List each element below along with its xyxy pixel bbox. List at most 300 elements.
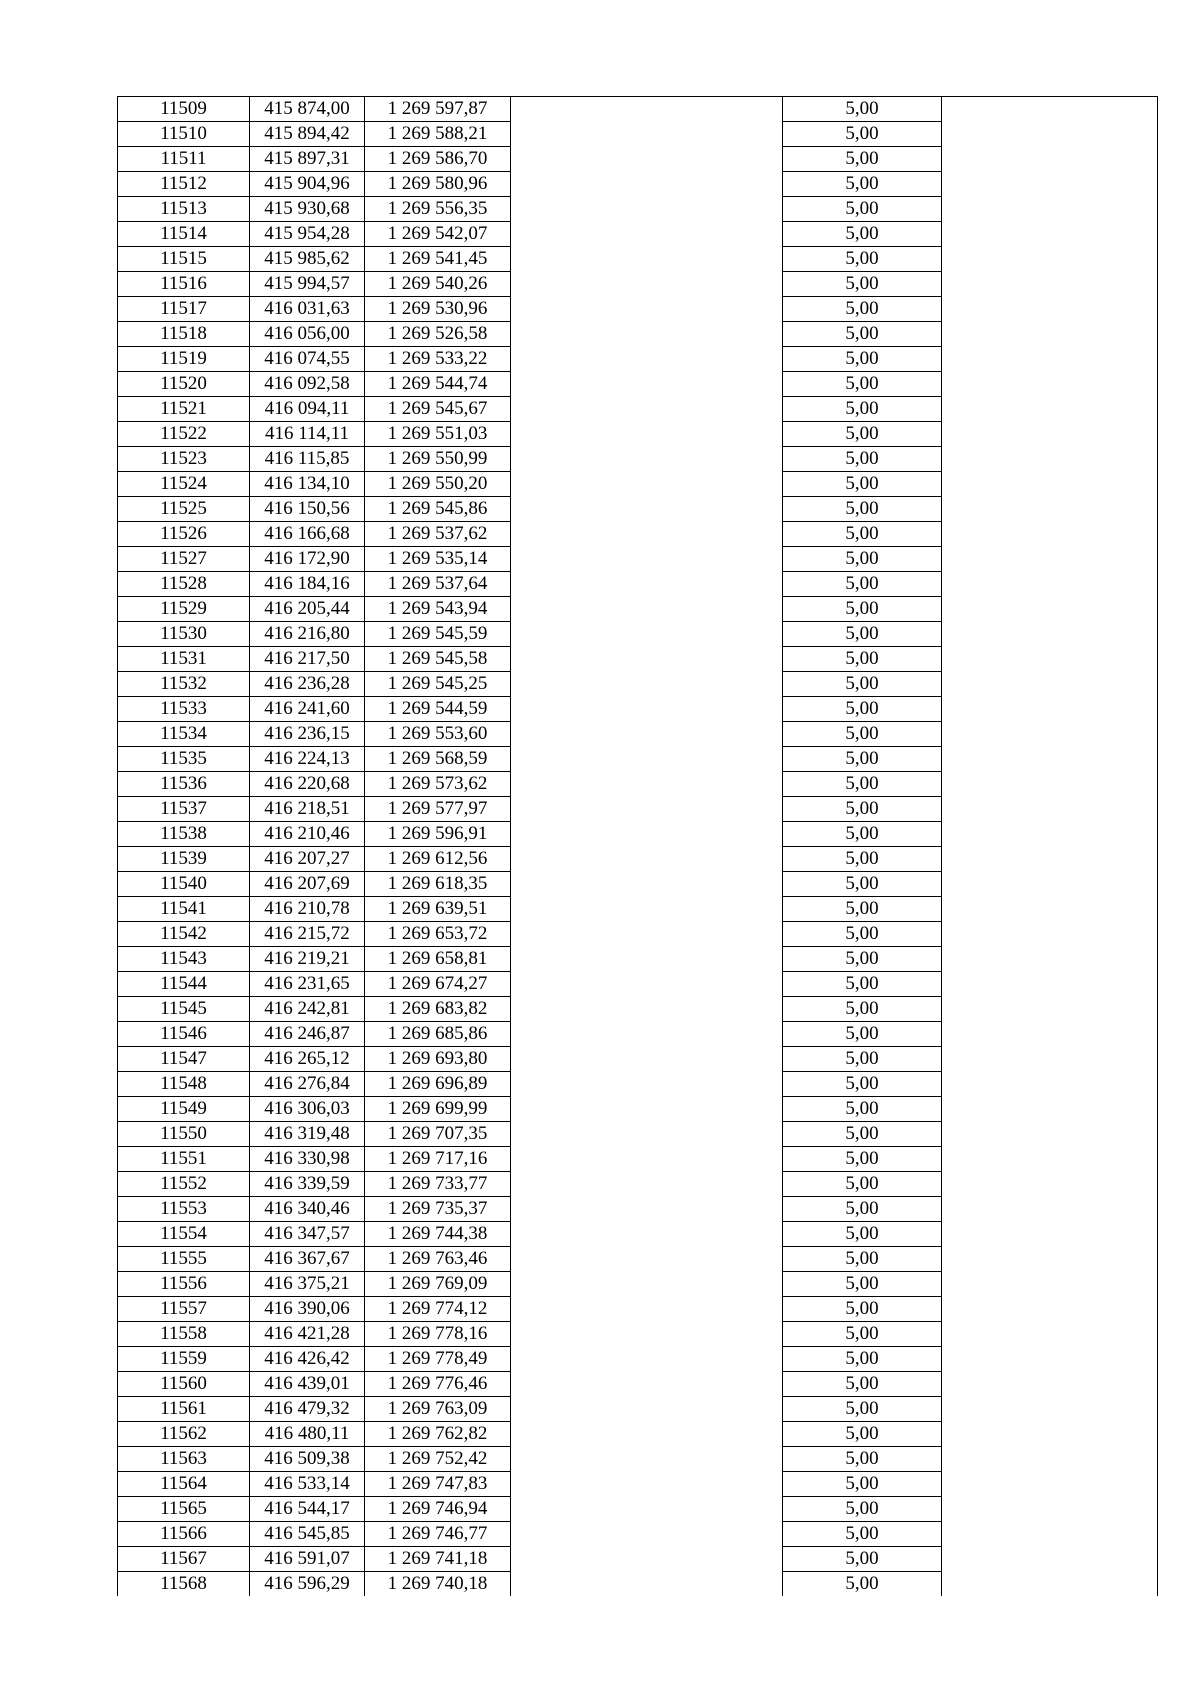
empty-cell bbox=[511, 297, 783, 322]
x-coordinate-cell: 416 205,44 bbox=[250, 597, 365, 622]
notes-cell bbox=[942, 722, 1158, 747]
empty-cell bbox=[511, 1322, 783, 1347]
value-cell: 5,00 bbox=[783, 1272, 942, 1297]
point-number-cell: 11538 bbox=[118, 822, 250, 847]
table-row bbox=[118, 322, 1158, 347]
value-cell: 5,00 bbox=[783, 1572, 942, 1597]
x-coordinate-cell: 416 115,85 bbox=[250, 447, 365, 472]
point-number-cell: 11546 bbox=[118, 1022, 250, 1047]
notes-cell bbox=[942, 1022, 1158, 1047]
table-row bbox=[118, 497, 1158, 522]
value-cell: 5,00 bbox=[783, 1022, 942, 1047]
value-cell: 5,00 bbox=[783, 372, 942, 397]
value-cell: 5,00 bbox=[783, 697, 942, 722]
y-coordinate-cell: 1 269 553,60 bbox=[365, 722, 511, 747]
point-number-cell: 11564 bbox=[118, 1472, 250, 1497]
value-cell: 5,00 bbox=[783, 172, 942, 197]
y-coordinate-cell: 1 269 762,82 bbox=[365, 1422, 511, 1447]
value-cell: 5,00 bbox=[783, 1347, 942, 1372]
table-row bbox=[118, 797, 1158, 822]
value-cell: 5,00 bbox=[783, 447, 942, 472]
y-coordinate-cell: 1 269 741,18 bbox=[365, 1547, 511, 1572]
coordinates-table bbox=[117, 96, 1158, 1596]
table-row bbox=[118, 347, 1158, 372]
notes-cell bbox=[942, 497, 1158, 522]
point-number-cell: 11536 bbox=[118, 772, 250, 797]
point-number-cell: 11563 bbox=[118, 1447, 250, 1472]
empty-cell bbox=[511, 422, 783, 447]
value-cell: 5,00 bbox=[783, 1497, 942, 1522]
value-cell: 5,00 bbox=[783, 647, 942, 672]
empty-cell bbox=[511, 222, 783, 247]
table-row bbox=[118, 1122, 1158, 1147]
y-coordinate-cell: 1 269 550,99 bbox=[365, 447, 511, 472]
x-coordinate-cell: 416 216,80 bbox=[250, 622, 365, 647]
notes-cell bbox=[942, 1347, 1158, 1372]
empty-cell bbox=[511, 772, 783, 797]
notes-cell bbox=[942, 1297, 1158, 1322]
empty-cell bbox=[511, 672, 783, 697]
y-coordinate-cell: 1 269 533,22 bbox=[365, 347, 511, 372]
x-coordinate-cell: 416 276,84 bbox=[250, 1072, 365, 1097]
value-cell: 5,00 bbox=[783, 147, 942, 172]
table-row bbox=[118, 147, 1158, 172]
y-coordinate-cell: 1 269 544,59 bbox=[365, 697, 511, 722]
notes-cell bbox=[942, 1272, 1158, 1297]
notes-cell bbox=[942, 572, 1158, 597]
x-coordinate-cell: 416 246,87 bbox=[250, 1022, 365, 1047]
table-row bbox=[118, 872, 1158, 897]
x-coordinate-cell: 416 092,58 bbox=[250, 372, 365, 397]
table-row bbox=[118, 1322, 1158, 1347]
y-coordinate-cell: 1 269 696,89 bbox=[365, 1072, 511, 1097]
point-number-cell: 11541 bbox=[118, 897, 250, 922]
empty-cell bbox=[511, 1422, 783, 1447]
notes-cell bbox=[942, 1122, 1158, 1147]
value-cell: 5,00 bbox=[783, 497, 942, 522]
x-coordinate-cell: 416 330,98 bbox=[250, 1147, 365, 1172]
y-coordinate-cell: 1 269 588,21 bbox=[365, 122, 511, 147]
empty-cell bbox=[511, 1097, 783, 1122]
notes-cell bbox=[942, 597, 1158, 622]
table-row bbox=[118, 447, 1158, 472]
x-coordinate-cell: 416 166,68 bbox=[250, 522, 365, 547]
y-coordinate-cell: 1 269 774,12 bbox=[365, 1297, 511, 1322]
y-coordinate-cell: 1 269 541,45 bbox=[365, 247, 511, 272]
y-coordinate-cell: 1 269 746,94 bbox=[365, 1497, 511, 1522]
value-cell: 5,00 bbox=[783, 797, 942, 822]
notes-cell bbox=[942, 97, 1158, 122]
empty-cell bbox=[511, 622, 783, 647]
notes-cell bbox=[942, 922, 1158, 947]
table-row bbox=[118, 647, 1158, 672]
empty-cell bbox=[511, 597, 783, 622]
table-row bbox=[118, 1397, 1158, 1422]
x-coordinate-cell: 416 545,85 bbox=[250, 1522, 365, 1547]
x-coordinate-cell: 416 056,00 bbox=[250, 322, 365, 347]
value-cell: 5,00 bbox=[783, 972, 942, 997]
point-number-cell: 11561 bbox=[118, 1397, 250, 1422]
table-row bbox=[118, 1447, 1158, 1472]
y-coordinate-cell: 1 269 747,83 bbox=[365, 1472, 511, 1497]
empty-cell bbox=[511, 722, 783, 747]
table-row bbox=[118, 772, 1158, 797]
notes-cell bbox=[942, 297, 1158, 322]
value-cell: 5,00 bbox=[783, 397, 942, 422]
x-coordinate-cell: 415 954,28 bbox=[250, 222, 365, 247]
table-row bbox=[118, 1372, 1158, 1397]
y-coordinate-cell: 1 269 545,58 bbox=[365, 647, 511, 672]
value-cell: 5,00 bbox=[783, 722, 942, 747]
point-number-cell: 11532 bbox=[118, 672, 250, 697]
value-cell: 5,00 bbox=[783, 1222, 942, 1247]
notes-cell bbox=[942, 422, 1158, 447]
value-cell: 5,00 bbox=[783, 1147, 942, 1172]
notes-cell bbox=[942, 1247, 1158, 1272]
notes-cell bbox=[942, 172, 1158, 197]
x-coordinate-cell: 415 930,68 bbox=[250, 197, 365, 222]
empty-cell bbox=[511, 247, 783, 272]
point-number-cell: 11551 bbox=[118, 1147, 250, 1172]
table-row bbox=[118, 372, 1158, 397]
notes-cell bbox=[942, 1172, 1158, 1197]
point-number-cell: 11509 bbox=[118, 97, 250, 122]
coordinates-table-body bbox=[118, 97, 1158, 1597]
y-coordinate-cell: 1 269 551,03 bbox=[365, 422, 511, 447]
y-coordinate-cell: 1 269 586,70 bbox=[365, 147, 511, 172]
x-coordinate-cell: 416 172,90 bbox=[250, 547, 365, 572]
empty-cell bbox=[511, 1022, 783, 1047]
empty-cell bbox=[511, 497, 783, 522]
y-coordinate-cell: 1 269 577,97 bbox=[365, 797, 511, 822]
empty-cell bbox=[511, 1247, 783, 1272]
empty-cell bbox=[511, 147, 783, 172]
empty-cell bbox=[511, 1147, 783, 1172]
y-coordinate-cell: 1 269 744,38 bbox=[365, 1222, 511, 1247]
empty-cell bbox=[511, 1372, 783, 1397]
point-number-cell: 11555 bbox=[118, 1247, 250, 1272]
x-coordinate-cell: 416 439,01 bbox=[250, 1372, 365, 1397]
y-coordinate-cell: 1 269 537,62 bbox=[365, 522, 511, 547]
table-row bbox=[118, 172, 1158, 197]
value-cell: 5,00 bbox=[783, 572, 942, 597]
x-coordinate-cell: 416 509,38 bbox=[250, 1447, 365, 1472]
value-cell: 5,00 bbox=[783, 872, 942, 897]
notes-cell bbox=[942, 272, 1158, 297]
x-coordinate-cell: 416 426,42 bbox=[250, 1347, 365, 1372]
x-coordinate-cell: 416 031,63 bbox=[250, 297, 365, 322]
table-row bbox=[118, 1347, 1158, 1372]
x-coordinate-cell: 416 533,14 bbox=[250, 1472, 365, 1497]
point-number-cell: 11560 bbox=[118, 1372, 250, 1397]
value-cell: 5,00 bbox=[783, 247, 942, 272]
notes-cell bbox=[942, 1472, 1158, 1497]
point-number-cell: 11527 bbox=[118, 547, 250, 572]
y-coordinate-cell: 1 269 685,86 bbox=[365, 1022, 511, 1047]
x-coordinate-cell: 415 904,96 bbox=[250, 172, 365, 197]
y-coordinate-cell: 1 269 545,67 bbox=[365, 397, 511, 422]
y-coordinate-cell: 1 269 740,18 bbox=[365, 1572, 511, 1597]
value-cell: 5,00 bbox=[783, 122, 942, 147]
value-cell: 5,00 bbox=[783, 1122, 942, 1147]
value-cell: 5,00 bbox=[783, 897, 942, 922]
x-coordinate-cell: 416 094,11 bbox=[250, 397, 365, 422]
empty-cell bbox=[511, 447, 783, 472]
y-coordinate-cell: 1 269 763,09 bbox=[365, 1397, 511, 1422]
point-number-cell: 11567 bbox=[118, 1547, 250, 1572]
x-coordinate-cell: 416 236,15 bbox=[250, 722, 365, 747]
empty-cell bbox=[511, 1172, 783, 1197]
x-coordinate-cell: 416 134,10 bbox=[250, 472, 365, 497]
x-coordinate-cell: 415 994,57 bbox=[250, 272, 365, 297]
value-cell: 5,00 bbox=[783, 1372, 942, 1397]
empty-cell bbox=[511, 1347, 783, 1372]
y-coordinate-cell: 1 269 543,94 bbox=[365, 597, 511, 622]
table-row bbox=[118, 247, 1158, 272]
point-number-cell: 11558 bbox=[118, 1322, 250, 1347]
y-coordinate-cell: 1 269 733,77 bbox=[365, 1172, 511, 1197]
x-coordinate-cell: 416 367,67 bbox=[250, 1247, 365, 1272]
y-coordinate-cell: 1 269 530,96 bbox=[365, 297, 511, 322]
x-coordinate-cell: 416 544,17 bbox=[250, 1497, 365, 1522]
point-number-cell: 11529 bbox=[118, 597, 250, 622]
notes-cell bbox=[942, 997, 1158, 1022]
table-row bbox=[118, 197, 1158, 222]
table-row bbox=[118, 697, 1158, 722]
point-number-cell: 11565 bbox=[118, 1497, 250, 1522]
notes-cell bbox=[942, 147, 1158, 172]
table-row bbox=[118, 922, 1158, 947]
x-coordinate-cell: 416 074,55 bbox=[250, 347, 365, 372]
x-coordinate-cell: 415 894,42 bbox=[250, 122, 365, 147]
x-coordinate-cell: 416 265,12 bbox=[250, 1047, 365, 1072]
point-number-cell: 11514 bbox=[118, 222, 250, 247]
y-coordinate-cell: 1 269 618,35 bbox=[365, 872, 511, 897]
point-number-cell: 11542 bbox=[118, 922, 250, 947]
point-number-cell: 11533 bbox=[118, 697, 250, 722]
y-coordinate-cell: 1 269 735,37 bbox=[365, 1197, 511, 1222]
value-cell: 5,00 bbox=[783, 847, 942, 872]
y-coordinate-cell: 1 269 580,96 bbox=[365, 172, 511, 197]
y-coordinate-cell: 1 269 699,99 bbox=[365, 1097, 511, 1122]
value-cell: 5,00 bbox=[783, 922, 942, 947]
notes-cell bbox=[942, 1422, 1158, 1447]
notes-cell bbox=[942, 372, 1158, 397]
notes-cell bbox=[942, 247, 1158, 272]
x-coordinate-cell: 416 224,13 bbox=[250, 747, 365, 772]
notes-cell bbox=[942, 747, 1158, 772]
value-cell: 5,00 bbox=[783, 1422, 942, 1447]
value-cell: 5,00 bbox=[783, 472, 942, 497]
value-cell: 5,00 bbox=[783, 272, 942, 297]
x-coordinate-cell: 416 184,16 bbox=[250, 572, 365, 597]
point-number-cell: 11537 bbox=[118, 797, 250, 822]
value-cell: 5,00 bbox=[783, 622, 942, 647]
point-number-cell: 11535 bbox=[118, 747, 250, 772]
y-coordinate-cell: 1 269 612,56 bbox=[365, 847, 511, 872]
table-row bbox=[118, 472, 1158, 497]
table-row bbox=[118, 1297, 1158, 1322]
point-number-cell: 11553 bbox=[118, 1197, 250, 1222]
value-cell: 5,00 bbox=[783, 1322, 942, 1347]
table-row bbox=[118, 997, 1158, 1022]
y-coordinate-cell: 1 269 683,82 bbox=[365, 997, 511, 1022]
notes-cell bbox=[942, 872, 1158, 897]
table-row bbox=[118, 572, 1158, 597]
empty-cell bbox=[511, 372, 783, 397]
empty-cell bbox=[511, 472, 783, 497]
point-number-cell: 11515 bbox=[118, 247, 250, 272]
empty-cell bbox=[511, 1497, 783, 1522]
x-coordinate-cell: 416 390,06 bbox=[250, 1297, 365, 1322]
y-coordinate-cell: 1 269 763,46 bbox=[365, 1247, 511, 1272]
empty-cell bbox=[511, 872, 783, 897]
value-cell: 5,00 bbox=[783, 1547, 942, 1572]
point-number-cell: 11550 bbox=[118, 1122, 250, 1147]
y-coordinate-cell: 1 269 537,64 bbox=[365, 572, 511, 597]
table-row bbox=[118, 822, 1158, 847]
y-coordinate-cell: 1 269 752,42 bbox=[365, 1447, 511, 1472]
x-coordinate-cell: 416 218,51 bbox=[250, 797, 365, 822]
empty-cell bbox=[511, 1272, 783, 1297]
value-cell: 5,00 bbox=[783, 597, 942, 622]
x-coordinate-cell: 416 596,29 bbox=[250, 1572, 365, 1597]
table-row bbox=[118, 1497, 1158, 1522]
point-number-cell: 11554 bbox=[118, 1222, 250, 1247]
y-coordinate-cell: 1 269 542,07 bbox=[365, 222, 511, 247]
y-coordinate-cell: 1 269 535,14 bbox=[365, 547, 511, 572]
point-number-cell: 11518 bbox=[118, 322, 250, 347]
table-row bbox=[118, 847, 1158, 872]
table-row bbox=[118, 622, 1158, 647]
notes-cell bbox=[942, 972, 1158, 997]
value-cell: 5,00 bbox=[783, 997, 942, 1022]
notes-cell bbox=[942, 522, 1158, 547]
x-coordinate-cell: 415 874,00 bbox=[250, 97, 365, 122]
value-cell: 5,00 bbox=[783, 947, 942, 972]
table-row bbox=[118, 1147, 1158, 1172]
point-number-cell: 11552 bbox=[118, 1172, 250, 1197]
empty-cell bbox=[511, 922, 783, 947]
value-cell: 5,00 bbox=[783, 1297, 942, 1322]
notes-cell bbox=[942, 1497, 1158, 1522]
point-number-cell: 11531 bbox=[118, 647, 250, 672]
empty-cell bbox=[511, 847, 783, 872]
value-cell: 5,00 bbox=[783, 1047, 942, 1072]
x-coordinate-cell: 416 347,57 bbox=[250, 1222, 365, 1247]
point-number-cell: 11539 bbox=[118, 847, 250, 872]
notes-cell bbox=[942, 947, 1158, 972]
notes-cell bbox=[942, 1047, 1158, 1072]
y-coordinate-cell: 1 269 707,35 bbox=[365, 1122, 511, 1147]
notes-cell bbox=[942, 1372, 1158, 1397]
notes-cell bbox=[942, 847, 1158, 872]
empty-cell bbox=[511, 1447, 783, 1472]
value-cell: 5,00 bbox=[783, 222, 942, 247]
point-number-cell: 11544 bbox=[118, 972, 250, 997]
empty-cell bbox=[511, 172, 783, 197]
notes-cell bbox=[942, 547, 1158, 572]
notes-cell bbox=[942, 672, 1158, 697]
empty-cell bbox=[511, 97, 783, 122]
y-coordinate-cell: 1 269 596,91 bbox=[365, 822, 511, 847]
notes-cell bbox=[942, 622, 1158, 647]
value-cell: 5,00 bbox=[783, 297, 942, 322]
point-number-cell: 11525 bbox=[118, 497, 250, 522]
table-row bbox=[118, 597, 1158, 622]
notes-cell bbox=[942, 797, 1158, 822]
empty-cell bbox=[511, 397, 783, 422]
table-row bbox=[118, 1022, 1158, 1047]
table-row bbox=[118, 897, 1158, 922]
point-number-cell: 11523 bbox=[118, 447, 250, 472]
x-coordinate-cell: 416 207,69 bbox=[250, 872, 365, 897]
notes-cell bbox=[942, 1447, 1158, 1472]
y-coordinate-cell: 1 269 545,25 bbox=[365, 672, 511, 697]
point-number-cell: 11556 bbox=[118, 1272, 250, 1297]
notes-cell bbox=[942, 472, 1158, 497]
table-row bbox=[118, 297, 1158, 322]
empty-cell bbox=[511, 197, 783, 222]
table-row bbox=[118, 522, 1158, 547]
point-number-cell: 11562 bbox=[118, 1422, 250, 1447]
x-coordinate-cell: 416 207,27 bbox=[250, 847, 365, 872]
empty-cell bbox=[511, 122, 783, 147]
table-row bbox=[118, 972, 1158, 997]
table-row bbox=[118, 1272, 1158, 1297]
table-row bbox=[118, 397, 1158, 422]
empty-cell bbox=[511, 547, 783, 572]
y-coordinate-cell: 1 269 545,86 bbox=[365, 497, 511, 522]
empty-cell bbox=[511, 522, 783, 547]
value-cell: 5,00 bbox=[783, 1472, 942, 1497]
point-number-cell: 11517 bbox=[118, 297, 250, 322]
x-coordinate-cell: 416 375,21 bbox=[250, 1272, 365, 1297]
notes-cell bbox=[942, 1097, 1158, 1122]
table-row bbox=[118, 1172, 1158, 1197]
notes-cell bbox=[942, 822, 1158, 847]
value-cell: 5,00 bbox=[783, 1172, 942, 1197]
empty-cell bbox=[511, 1397, 783, 1422]
table-row bbox=[118, 547, 1158, 572]
x-coordinate-cell: 416 591,07 bbox=[250, 1547, 365, 1572]
table-row bbox=[118, 1472, 1158, 1497]
x-coordinate-cell: 416 210,78 bbox=[250, 897, 365, 922]
x-coordinate-cell: 416 150,56 bbox=[250, 497, 365, 522]
notes-cell bbox=[942, 447, 1158, 472]
y-coordinate-cell: 1 269 717,16 bbox=[365, 1147, 511, 1172]
table-row bbox=[118, 1047, 1158, 1072]
table-row bbox=[118, 672, 1158, 697]
x-coordinate-cell: 416 114,11 bbox=[250, 422, 365, 447]
y-coordinate-cell: 1 269 550,20 bbox=[365, 472, 511, 497]
notes-cell bbox=[942, 647, 1158, 672]
point-number-cell: 11530 bbox=[118, 622, 250, 647]
x-coordinate-cell: 416 319,48 bbox=[250, 1122, 365, 1147]
notes-cell bbox=[942, 347, 1158, 372]
y-coordinate-cell: 1 269 693,80 bbox=[365, 1047, 511, 1072]
point-number-cell: 11543 bbox=[118, 947, 250, 972]
x-coordinate-cell: 416 480,11 bbox=[250, 1422, 365, 1447]
notes-cell bbox=[942, 1397, 1158, 1422]
value-cell: 5,00 bbox=[783, 747, 942, 772]
point-number-cell: 11516 bbox=[118, 272, 250, 297]
x-coordinate-cell: 416 231,65 bbox=[250, 972, 365, 997]
empty-cell bbox=[511, 947, 783, 972]
y-coordinate-cell: 1 269 674,27 bbox=[365, 972, 511, 997]
table-row bbox=[118, 422, 1158, 447]
point-number-cell: 11566 bbox=[118, 1522, 250, 1547]
